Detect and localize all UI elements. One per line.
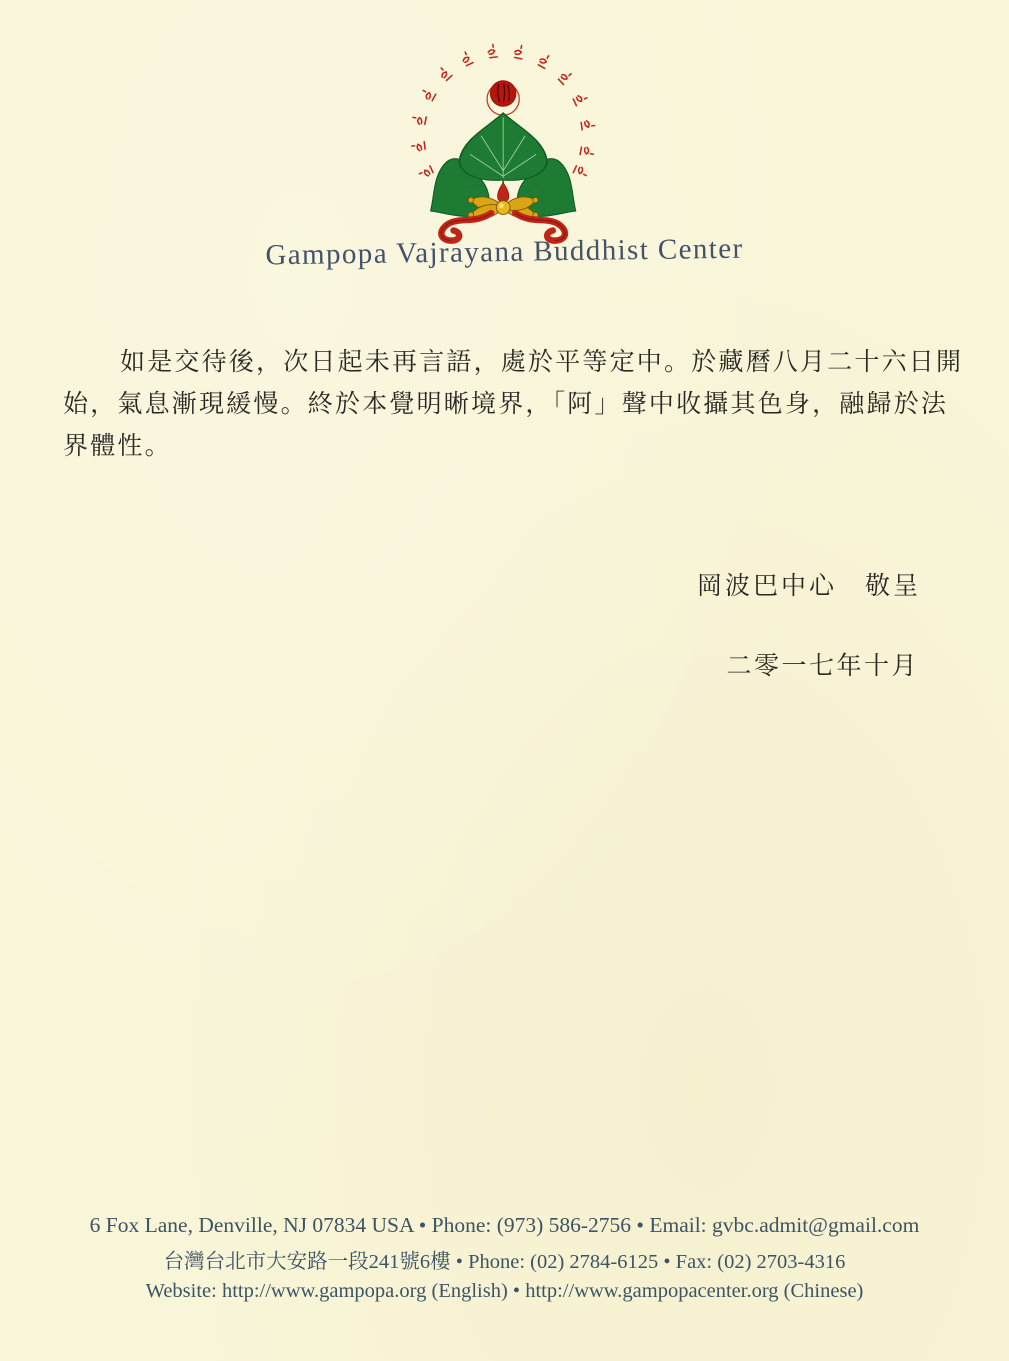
letter-body [63,341,964,467]
signature-sender: 岡波巴中心 敬呈 [696,571,921,600]
organization-title: Gampopa Vajrayana Buddhist Center [265,232,744,272]
footer-usa-address: 6 Fox Lane, Denville, NJ 07834 USA • Phone: (973) 586-2756 • Email: gvbc.admit@gmail.com [89,1213,920,1237]
body-line-2: 始，氣息漸現緩慢。終於本覺明晰境界，「阿」聲中收攝其色身，融歸於法 [63,389,949,418]
footer-taiwan-address: 台灣台北市大安路一段241號6樓 • Phone: (02) 2784-6125 • Fax: (02) 2703-4316 [163,1251,846,1273]
gampopa-emblem-logo [403,42,607,248]
sun-disc-icon [487,81,519,115]
footer-websites: Website: http://www.gampopa.org (English) • http://www.gampopacenter.org (Chinese) [145,1280,864,1302]
jewel-flame-icon [497,183,508,203]
body-line-3: 界體性。 [63,431,172,460]
body-line-1: 如是交待後，次日起未再言語，處於平等定中。於藏曆八月二十六日開 [120,347,964,376]
footer-contact-block [0,1213,1009,1303]
signature-date: 二零一七年十月 [726,651,919,680]
